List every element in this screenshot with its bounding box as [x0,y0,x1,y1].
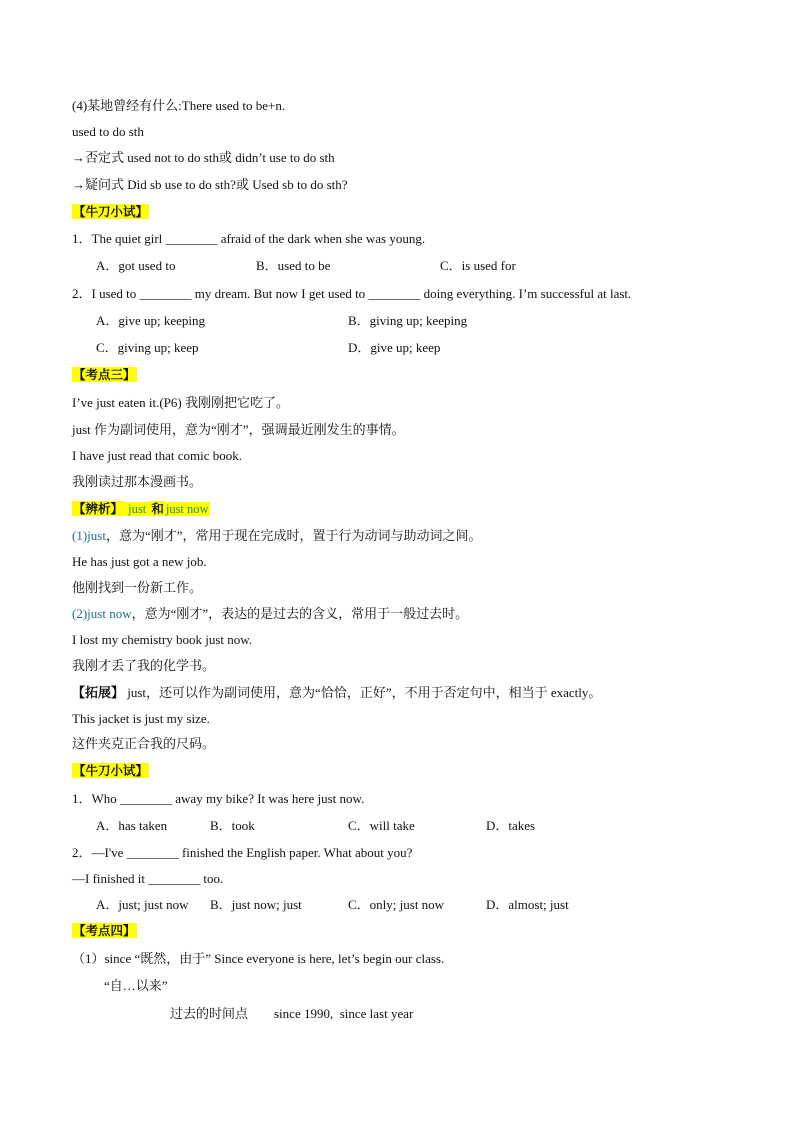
text-line: I have just read that comic book. [72,448,243,463]
section-tag: 【牛刀小试】 [73,204,149,219]
tag-label: 【辨析】 [73,501,124,516]
text-line: since 1990, since last year [274,1006,414,1021]
term: (2)just now [72,606,132,621]
option: A．got used to [96,258,176,273]
option: B．just now; just [210,897,302,912]
option: D．takes [486,818,536,833]
text-line: I’ve just eaten it.(P6) 我刚刚把它吃了。 [72,395,289,410]
text-line: 我刚读过那本漫画书。 [72,474,203,489]
text-line: This jacket is just my size. [72,711,210,726]
question: 1．Who ________ away my bike? It was here just now. [72,791,365,806]
text-line: just 作为副词使用，意为“刚才”，强调最近刚发生的事情。 [72,422,405,437]
option: C．only; just now [348,897,445,912]
option: A．give up; keeping [96,313,206,328]
text-line [72,605,468,623]
text: just，还可以作为副词使用，意为“恰恰，正好”，不用于否定句中，相当于 exactly。 [124,685,602,700]
text-line: “自…以来” [104,978,168,993]
text-line: 过去的时间点 [170,1006,249,1021]
section-tag: 【考点四】 [73,923,136,938]
text-line: 他刚找到一份新工作。 [72,580,203,595]
option: A．has taken [96,818,168,833]
option: B．took [210,818,255,833]
option: B．used to be [256,258,331,273]
section-tag: 【牛刀小试】 [73,763,149,778]
text-line: （1）since “既然，由于” Since everyone is here, let’s begin our class. [72,951,445,966]
text-line: He has just got a new job. [72,554,207,569]
text-line: →疑问式 Did sb use to do sth?或 Used sb to do sth? [72,177,348,192]
section-tag-compare [72,500,210,518]
tag-label: 【拓展】 [72,686,125,701]
option: C．will take [348,818,415,833]
term: (1)just [72,528,106,543]
tag-label: 和 [151,501,164,516]
option: A．just; just now [96,897,189,912]
text: ，意为“刚才”，表达的是过去的含义，常用于一般过去时。 [131,606,469,621]
text-line [72,527,482,545]
option: D．give up; keep [348,340,441,355]
text-line: (4)某地曾经有什么:There used to be+n. [72,98,286,113]
tag-label: just now [165,502,209,516]
text-line: used to do sth [72,124,144,139]
text-line: 这件夹克正合我的尺码。 [72,736,216,751]
question: 2．—I've ________ finished the English paper. What about you? [72,845,413,860]
text-line: 我刚才丢了我的化学书。 [72,658,216,673]
option: D．almost; just [486,897,569,912]
question: 2．I used to ________ my dream. But now I get used to ________ doing everything. I’m successful at last. [72,286,632,301]
option: B．giving up; keeping [348,313,468,328]
section-tag: 【考点三】 [73,367,136,382]
text: ，意为“刚才”，常用于现在完成时，置于行为动词与助动词之间。 [105,528,482,543]
text-line [72,684,601,703]
option: C．is used for [440,258,516,273]
text-line: →否定式 used not to do sth或 didn’t use to do sth [72,150,335,165]
question: —I finished it ________ too. [72,871,224,886]
question: 1．The quiet girl ________ afraid of the dark when she was young. [72,231,426,246]
text-line: I lost my chemistry book just now. [72,632,253,647]
option: C．giving up; keep [96,340,199,355]
tag-label: just [125,502,150,516]
